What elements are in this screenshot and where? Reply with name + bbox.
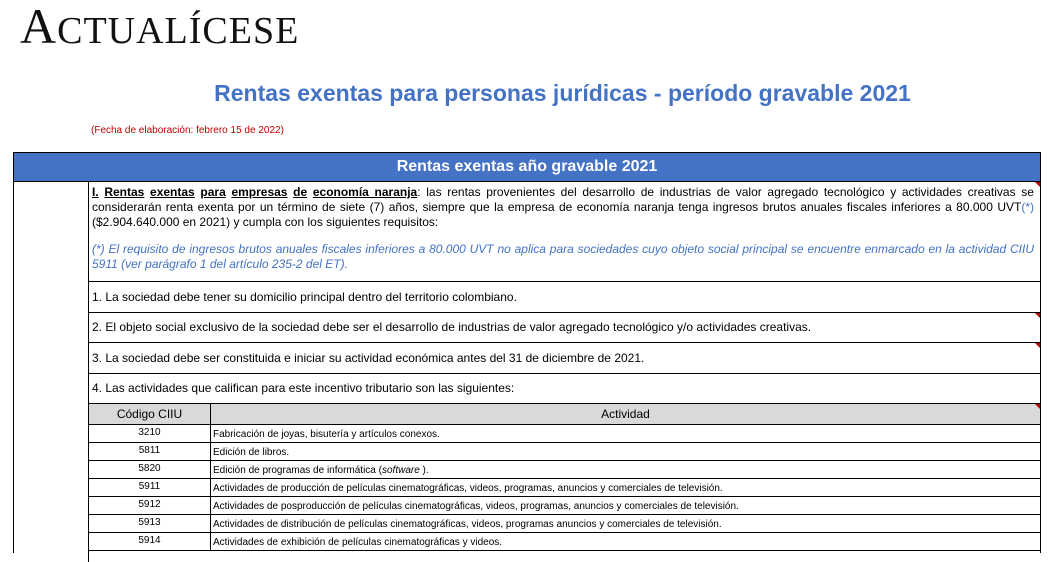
brand-logo bbox=[20, 0, 299, 57]
intro-w6: economía naranja bbox=[312, 185, 418, 199]
intro-text-b: ($2.904.640.000 en 2021) y cumpla con los siguientes requisitos: bbox=[92, 215, 439, 229]
row-activity: Actividades de exhibición de películas cinematográficas y videos. bbox=[213, 537, 503, 548]
comment-marker-icon[interactable] bbox=[1035, 182, 1040, 187]
row-activity-em: software bbox=[381, 465, 420, 476]
table-row[interactable] bbox=[89, 497, 1040, 515]
row-activity-post: ). bbox=[419, 465, 429, 476]
page-title: Rentas exentas para personas jurídicas - período gravable 2021 bbox=[214, 80, 911, 106]
row-code: 5911 bbox=[89, 479, 211, 496]
row-activity: Actividades de distribución de películas cinematográficas, videos, programas anuncios y comerciales de televisión. bbox=[213, 519, 722, 530]
table-row[interactable] bbox=[89, 443, 1040, 461]
row-code: 5913 bbox=[89, 515, 211, 532]
date-note: (Fecha de elaboración: febrero 15 de 2022) bbox=[91, 125, 284, 136]
intro-w3: para bbox=[200, 185, 226, 199]
table-row[interactable] bbox=[89, 425, 1040, 443]
brand-rest: CTUALÍCESE bbox=[57, 10, 300, 52]
intro-asterisk: (*) bbox=[1021, 200, 1034, 214]
comment-marker-icon[interactable] bbox=[1035, 343, 1040, 348]
intro-w5: de bbox=[293, 185, 308, 199]
requirement-2[interactable]: 2. El objeto social exclusivo de la sociedad debe ser el desarrollo de industrias de valor agregado tecnológico y/o actividades creativas. bbox=[89, 313, 1040, 343]
left-column bbox=[14, 182, 89, 562]
comment-marker-icon[interactable] bbox=[1035, 313, 1040, 318]
header-activity: Actividad bbox=[601, 407, 650, 421]
intro-text-a: : las rentas provenientes del desarrollo de industrias de valor agregado tecnológico y actividades creativas se considerarán renta exenta por un término de siete (7) años, siempre que la empresa de economía naranja tenga ingresos brutos anuales fiscales inferiores a 80.000 UVT bbox=[92, 185, 1034, 214]
intro-cell[interactable] bbox=[89, 182, 1040, 282]
row-code: 5912 bbox=[89, 497, 211, 514]
brand-initial: A bbox=[20, 0, 58, 54]
intro-w1: Rentas bbox=[104, 185, 145, 199]
row-activity: Fabricación de joyas, bisutería y artículos conexos. bbox=[213, 429, 440, 440]
requirement-4[interactable]: 4. Las actividades que califican para este incentivo tributario son las siguientes: bbox=[89, 374, 1040, 404]
row-activity: Edición de libros. bbox=[213, 447, 290, 458]
table-row[interactable] bbox=[89, 461, 1040, 479]
row-activity-pre: Edición de programas de informática ( bbox=[213, 465, 382, 476]
intro-w2: exentas bbox=[150, 185, 195, 199]
spreadsheet bbox=[13, 152, 1041, 553]
intro-note: (*) El requisito de ingresos brutos anuales fiscales inferiores a 80.000 UVT no aplica para sociedades cuyo objeto social principal se encuentre enmarcado en la actividad CIIU 5911 (ver parágrafo 1 del artículo 235-2 del ET). bbox=[92, 242, 1034, 271]
row-code: 3210 bbox=[89, 425, 211, 442]
intro-num: I. bbox=[92, 185, 99, 199]
intro-paragraph bbox=[92, 185, 1034, 230]
row-activity: Actividades de producción de películas cinematográficas, videos, programas, anuncios y comerciales de televisión. bbox=[213, 483, 723, 494]
table-row[interactable] bbox=[89, 533, 1040, 551]
table-row[interactable] bbox=[89, 479, 1040, 497]
row-activity bbox=[213, 463, 429, 478]
table-row[interactable] bbox=[89, 515, 1040, 533]
requirement-3[interactable]: 3. La sociedad debe ser constituida e iniciar su actividad económica antes del 31 de diciembre de 2021. bbox=[89, 343, 1040, 374]
intro-w4: empresas bbox=[231, 185, 288, 199]
comment-marker-icon[interactable] bbox=[1035, 404, 1040, 409]
row-code: 5914 bbox=[89, 533, 211, 550]
section-header: Rentas exentas año gravable 2021 bbox=[14, 153, 1040, 182]
requirement-1[interactable]: 1. La sociedad debe tener su domicilio principal dentro del territorio colombiano. bbox=[89, 282, 1040, 313]
row-code: 5811 bbox=[89, 443, 211, 460]
row-activity: Actividades de posproducción de películas cinematográficas, videos, programas, anuncios y comerciales de televisión. bbox=[213, 501, 739, 512]
header-code: Código CIIU bbox=[89, 404, 211, 424]
table-header bbox=[89, 404, 1040, 425]
row-code: 5820 bbox=[89, 461, 211, 478]
